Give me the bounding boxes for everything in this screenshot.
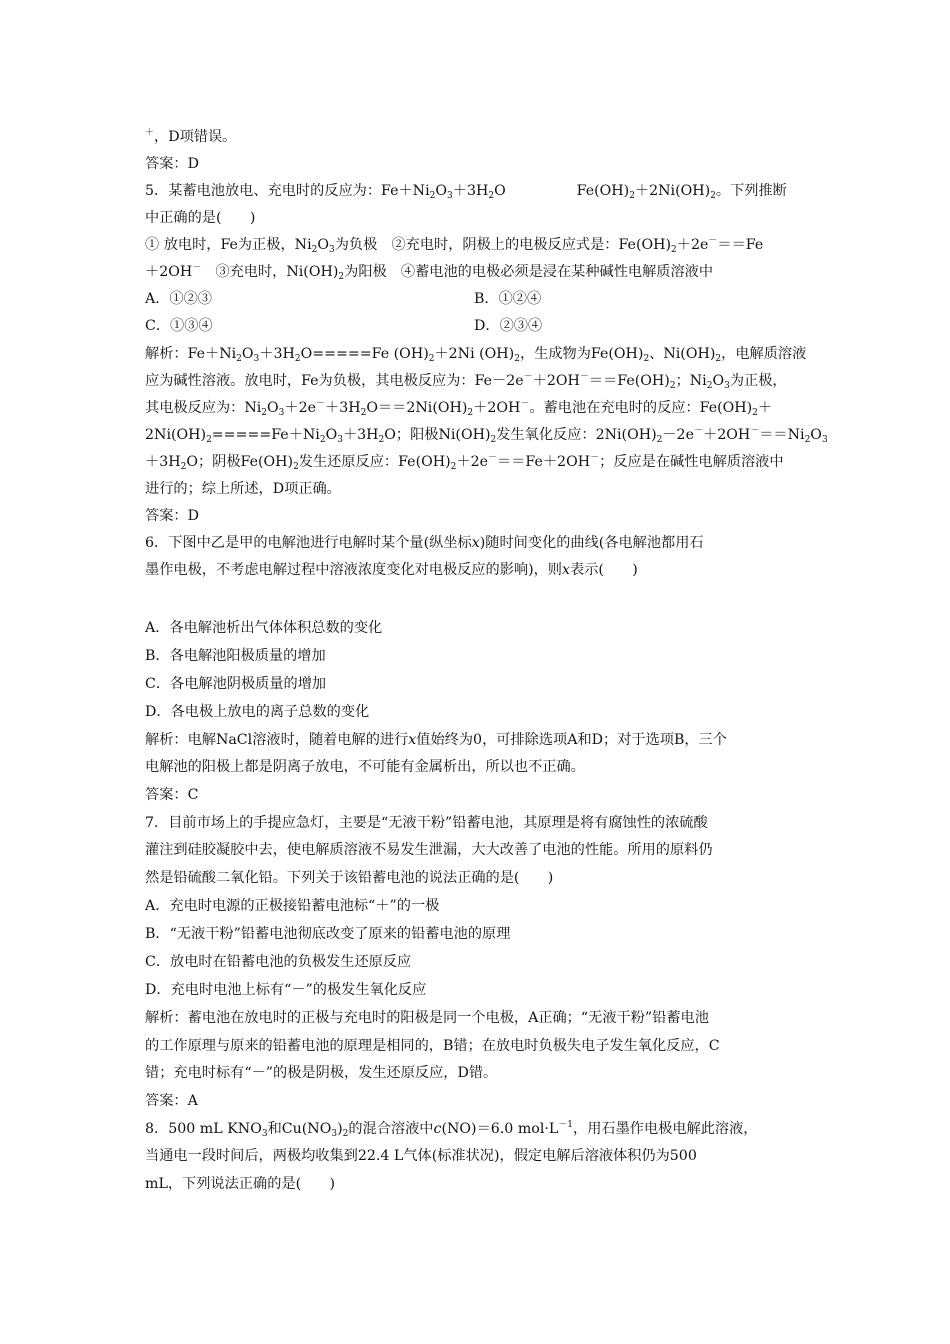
- text-line: 7．目前市场上的手提应急灯，主要是“无液干粉”铅蓄电池，其原理是将有腐蚀性的浓硫酸: [145, 815, 708, 831]
- text-line: 应为碱性溶液。放电时，Fe为负极，其电极反应为：$Fe-2e^-+2OH^-==Fe(OH)_2$；$Ni_2O_3$为正极，: [145, 372, 787, 391]
- text-line: C．放电时在铅蓄电池的负极发生还原反应: [145, 954, 412, 970]
- option-right-column: D．②③④: [474, 318, 543, 334]
- text-line: 8．500 mL $KNO_3$和$Cu(NO_3)_2$的混合溶液中c(NO)＝6.0 $mol\cdot L^{-1}$，用石墨作电极电解此溶液，: [145, 1120, 758, 1139]
- text-line: C．①③④ D．②③④: [145, 312, 810, 340]
- text-line: 5．某蓄电池放电、充电时的反应为：$Fe+Ni_2O_3+3H_2O$ $Fe(OH)_2+2Ni(OH)_2$。下列推断: [145, 183, 787, 201]
- text-line: mL，下列说法正确的是( ): [145, 1176, 336, 1192]
- text-line: 然是铅硫酸二氧化铅。下列关于该铅蓄电池的说法正确的是( ): [145, 870, 554, 886]
- text-line: A．各电解池析出气体体积总数的变化: [145, 620, 383, 636]
- text-line: A．充电时电源的正极接铅蓄电池标“＋”的一极: [145, 898, 440, 914]
- text-line: A．①②③ B．①②④: [145, 285, 810, 313]
- text-line: 墨作电极，不考虑电解过程中溶液浓度变化对电极反应的影响)，则x表示( ): [145, 562, 638, 578]
- text-line: 其电极反应为：$Ni_2O_3+2e^-+3H_2O==2Ni(OH)_2+2OH^-$。蓄电池在充电时的反应：$Fe(OH)_2+$: [145, 399, 773, 418]
- text-line: 解析：电解NaCl溶液时，随着电解的进行x值始终为0，可排除选项A和D；对于选项B，三个: [145, 732, 727, 748]
- text-line: B．“无液干粉”铅蓄电池彻底改变了原来的铅蓄电池的原理: [145, 926, 511, 942]
- text-line: B．各电解池阳极质量的增加: [145, 648, 326, 664]
- text-line: 答案：A: [145, 1093, 198, 1109]
- text-line: 解析：蓄电池在放电时的正极与充电时的阳极是同一个电极，A正确；“无液干粉”铅蓄电池: [145, 1010, 709, 1026]
- text-line: 电解池的阳极上都是阴离子放电，不可能有金属析出，所以也不正确。: [145, 759, 585, 775]
- text-line: 答案：D: [145, 156, 199, 172]
- text-line: 中正确的是( ): [145, 210, 256, 226]
- text-line: ① 放电时，Fe为正极，$Ni_2O_3$为负极 ②充电时，阴极上的电极反应式是：$Fe(OH)_2+2e^-==Fe$: [145, 236, 764, 255]
- text-line: 解析：$Fe+Ni_2O_3+3H_2O=====Fe$ $(OH)_2+2Ni$ $(OH)_2$，生成物为$Fe(OH)_2$、$Ni(OH)_2$，电解质溶液: [145, 346, 807, 364]
- text-line: D．各电极上放电的离子总数的变化: [145, 704, 370, 720]
- text-line: ＋2OH－ ③充电时，$Ni(OH)_2$为阳极 ④蓄电池的电极必须是浸在某种碱性电解质溶液中: [145, 263, 714, 282]
- text-line: 的工作原理与原来的铅蓄电池的原理是相同的，B错；在放电时负极失电子发生氧化反应，C: [145, 1038, 720, 1054]
- text-line: 错；充电时标有“－”的极是阴极，发生还原反应，D错。: [145, 1065, 498, 1081]
- text-line: 答案：C: [145, 787, 199, 803]
- text-line: 进行的；综上所述，D项正确。: [145, 481, 341, 497]
- text-line: $+3H_2O$；阴极$Fe(OH)_2$发生还原反应：$Fe(OH)_2+2e^-==Fe+2OH^-$；反应是在碱性电解质溶液中: [145, 453, 784, 472]
- text-line: 当通电一段时间后，两极均收集到22.4 L气体(标准状况)，假定电解后溶液体积仍为500: [145, 1148, 697, 1164]
- option-right-column: B．①②④: [474, 291, 542, 307]
- text-line: 答案：D: [145, 508, 199, 524]
- text-line: 6．下图中乙是甲的电解池进行电解时某个量(纵坐标x)随时间变化的曲线(各电解池都用石: [145, 535, 704, 551]
- text-line: $2Ni(OH)_2=====Fe+Ni_2O_3+3H_2O$；阳极$Ni(OH)_2$发生氧化反应：$2Ni(OH)_2-2e^-+2OH^-==Ni_2O_3$: [145, 426, 828, 445]
- text-line: ＋，D项错误。: [145, 128, 237, 145]
- text-line: D．充电时电池上标有“－”的极发生氧化反应: [145, 982, 427, 998]
- text-line: 灌注到硅胶凝胶中去，使电解质溶液不易发生泄漏，大大改善了电池的性能。所用的原料仍: [145, 842, 713, 858]
- text-line: C．各电解池阴极质量的增加: [145, 676, 327, 692]
